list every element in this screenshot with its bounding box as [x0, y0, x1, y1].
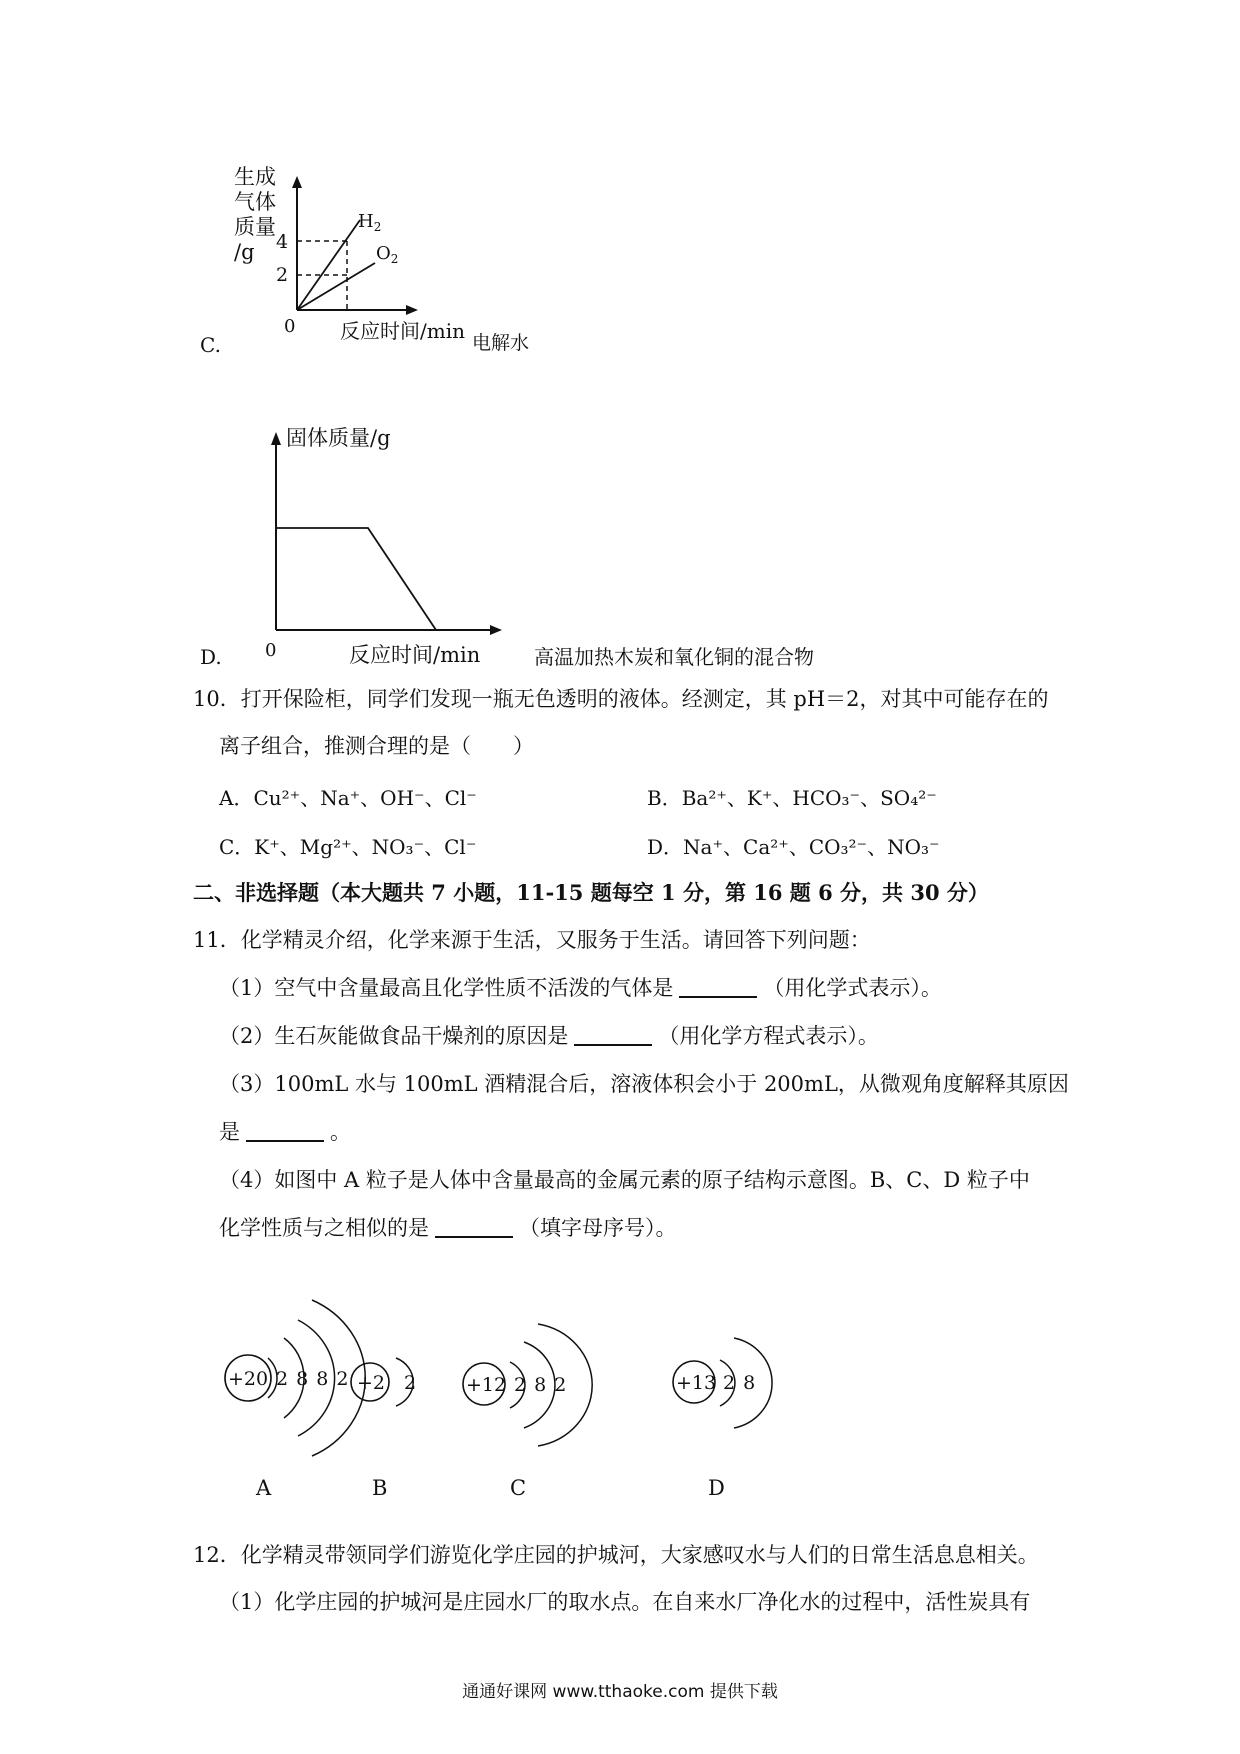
- shells-d: 2 8: [723, 1372, 757, 1394]
- ylabel-line-2: 气体: [234, 190, 276, 214]
- q12-stem: 12．化学精灵带领同学们游览化学庄园的护城河，大家感叹水与人们的日常生活息息相关。: [193, 1543, 1039, 1567]
- label-b: B: [372, 1476, 388, 1500]
- line-h2: [297, 220, 360, 310]
- q11-stem: 11．化学精灵介绍，化学来源于生活，又服务于生活。请回答下列问题：: [193, 928, 871, 952]
- ylabel-line-1: 生成: [234, 165, 276, 189]
- nucleus-charge-c: +12: [466, 1374, 507, 1396]
- q11-part1-prefix: （1）空气中含量最高且化学性质不活泼的气体是: [219, 976, 674, 1000]
- shells-b: 2: [404, 1372, 417, 1394]
- atom-c: [463, 1324, 592, 1500]
- y-axis-arrow: [271, 432, 281, 445]
- origin-label: 0: [265, 640, 277, 661]
- chart-solid-mass: [200, 420, 860, 670]
- atom-diagrams: [200, 1268, 820, 1508]
- option-letter-c: C.: [200, 333, 221, 357]
- ylabel: 固体质量/g: [286, 426, 391, 450]
- q11-part1: [219, 978, 942, 999]
- q11-part3-suffix: 。: [330, 1120, 351, 1144]
- tick-4: 4: [276, 231, 289, 253]
- tick-2: 2: [276, 264, 289, 286]
- q11-part4-prefix: 化学性质与之相似的是: [219, 1216, 429, 1240]
- y-axis-arrow: [292, 176, 302, 188]
- shells-a: 2 8 8 2: [276, 1368, 350, 1390]
- q10-option-d: D．Na⁺、Ca²⁺、CO₃²⁻、NO₃⁻: [647, 835, 940, 859]
- q11-part1-suffix: （用化学式表示）。: [763, 976, 942, 1000]
- q11-part2-suffix: （用化学方程式表示）。: [658, 1024, 879, 1048]
- q10-option-b: B．Ba²⁺、K⁺、HCO₃⁻、SO₄²⁻: [647, 786, 937, 810]
- q11-part2-prefix: （2）生石灰能做食品干燥剂的原因是: [219, 1024, 569, 1048]
- series-label-h2: $H_2$: [358, 211, 382, 234]
- q10-stem-line1: 10．打开保险柜，同学们发现一瓶无色透明的液体。经测定，其 pH＝2，对其中可能存在的: [193, 687, 1049, 711]
- atom-b: [351, 1358, 416, 1500]
- section-heading: 二、非选择题（本大题共 7 小题，11-15 题每空 1 分，第 16 题 6 分，共 30 分）: [193, 880, 989, 905]
- chart-caption: 高温加热木炭和氧化铜的混合物: [534, 645, 814, 669]
- atom-d: [673, 1338, 772, 1500]
- label-d: D: [708, 1476, 725, 1500]
- q12-part1: （1）化学庄园的护城河是庄园水厂的取水点。在自来水厂净化水的过程中，活性炭具有: [219, 1590, 1031, 1614]
- answer-blank[interactable]: [246, 1122, 324, 1142]
- answer-blank[interactable]: [679, 978, 757, 998]
- chart-electrolysis: [200, 160, 640, 400]
- ylabel-line-3: 质量: [234, 215, 276, 239]
- x-axis-arrow: [406, 305, 418, 315]
- page-footer: 通通好课网 www.tthaoke.com 提供下载: [462, 1682, 778, 1702]
- q10-option-a: A．Cu²⁺、Na⁺、OH⁻、Cl⁻: [219, 786, 477, 810]
- q11-part3-prefix: 是: [219, 1120, 240, 1144]
- line-o2: [297, 263, 375, 310]
- atom-a: [225, 1300, 365, 1500]
- option-letter-d: D.: [200, 645, 222, 669]
- x-axis-arrow: [490, 625, 502, 635]
- q10-stem-line2: 离子组合，推测合理的是（ ）: [219, 734, 534, 758]
- chart-caption: 电解水: [472, 332, 530, 354]
- q11-part4-line2: [219, 1218, 677, 1239]
- origin-label: 0: [284, 316, 296, 337]
- xlabel: 反应时间/min: [340, 319, 465, 343]
- label-c: C: [510, 1476, 527, 1500]
- q11-part3-line2: [219, 1122, 351, 1143]
- answer-blank[interactable]: [435, 1218, 513, 1238]
- xlabel: 反应时间/min: [349, 643, 481, 667]
- nucleus-charge-d: +13: [676, 1372, 717, 1394]
- nucleus-charge-b: +2: [357, 1372, 386, 1394]
- q11-part4-line1: （4）如图中 A 粒子是人体中含量最高的金属元素的原子结构示意图。B、C、D 粒子中: [219, 1168, 1030, 1192]
- q11-part3-line1: （3）100mL 水与 100mL 酒精混合后，溶液体积会小于 200mL，从微观角度解释其原因: [219, 1072, 1069, 1096]
- nucleus-charge-a: +20: [228, 1368, 269, 1390]
- answer-blank[interactable]: [574, 1026, 652, 1046]
- q10-option-c: C．K⁺、Mg²⁺、NO₃⁻、Cl⁻: [219, 835, 477, 859]
- q11-part4-suffix: （填字母序号）。: [519, 1216, 677, 1240]
- shells-c: 2 8 2: [514, 1374, 568, 1396]
- ylabel-line-4: /g: [234, 240, 255, 264]
- line-solid-mass: [276, 528, 436, 630]
- q11-part2: [219, 1026, 879, 1047]
- label-a: A: [256, 1476, 272, 1500]
- series-label-o2: $O_2$: [376, 243, 399, 266]
